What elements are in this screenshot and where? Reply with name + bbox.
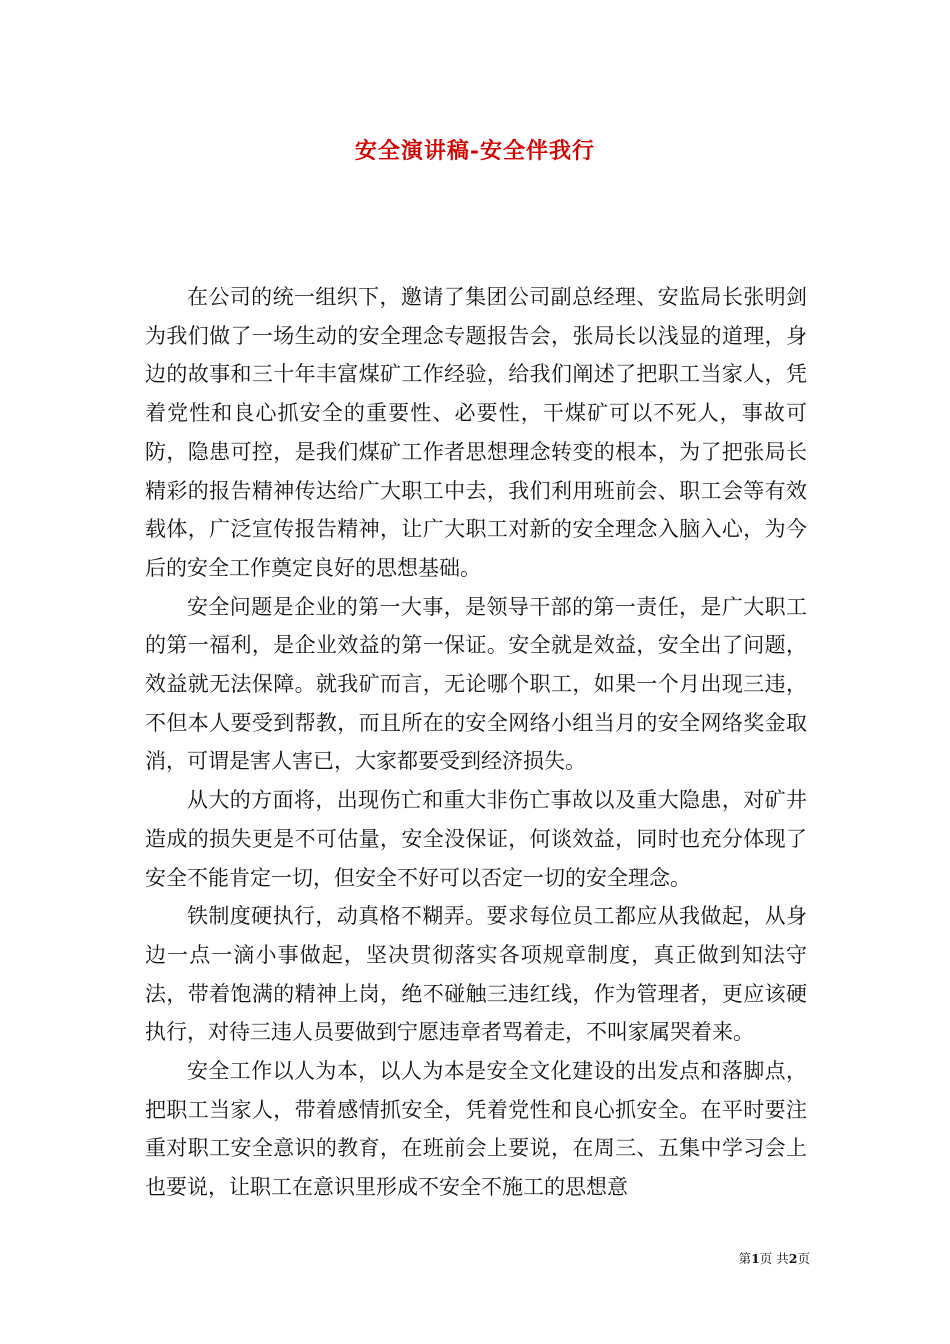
footer-total-pages: 2: [788, 1251, 798, 1266]
paragraph-3: 从大的方面将，出现伤亡和重大非伤亡事故以及重大隐患，对矿井造成的损失更是不可估量，安全没保证，何谈效益，同时也充分体现了安全不能肯定一切，但安全不好可以否定一切的安全理念。: [145, 788, 807, 890]
paragraph-2: 安全问题是企业的第一大事，是领导干部的第一责任，是广大职工的第一福利，是企业效益的第一保证。安全就是效益，安全出了问题，效益就无法保障。就我矿而言，无论哪个职工，如果一个月出现三违，不但本人要受到帮教，而且所在的安全网络小组当月的安全网络奖金取消，可谓是害人害已，大家都要受到经济损失。: [145, 594, 807, 774]
document-body: [145, 278, 807, 1207]
paragraph-5: 安全工作以人为本，以人为本是安全文化建设的出发点和落脚点，把职工当家人，带着感情抓安全，凭着党性和良心抓安全。在平时要注重对职工安全意识的教育，在班前会上要说，在周三、五集中学习会上也要说，让职工在意识里形成不安全不施工的思想意: [145, 1059, 807, 1200]
document-title: 安全演讲稿-安全伴我行: [354, 138, 596, 164]
footer-middle: 页 共: [759, 1251, 789, 1266]
paragraph-4: 铁制度硬执行，动真格不糊弄。要求每位员工都应从我做起，从身边一点一滴小事做起，坚决贯彻落实各项规章制度，真正做到知法守法，带着饱满的精神上岗，绝不碰触三违红线，作为管理者，更应该硬执行，对待三违人员要做到宁愿违章者骂着走，不叫家属哭着来。: [145, 904, 807, 1045]
footer-current-page: 1: [751, 1251, 760, 1266]
page-number-footer: [690, 1249, 810, 1267]
footer-suffix: 页: [797, 1251, 810, 1266]
paragraph-1: 在公司的统一组织下，邀请了集团公司副总经理、安监局长张明剑为我们做了一场生动的安全理念专题报告会，张局长以浅显的道理，身边的故事和三十年丰富煤矿工作经验，给我们阐述了把职工当家人，凭着党性和良心抓安全的重要性、必要性，干煤矿可以不死人，事故可防，隐患可控，是我们煤矿工作者思想理念转变的根本，为了把张局长精彩的报告精神传达给广大职工中去，我们利用班前会、职工会等有效载体，广泛宣传报告精神，让广大职工对新的安全理念入脑入心，为今后的安全工作奠定良好的思想基础。: [145, 285, 807, 580]
footer-prefix: 第: [738, 1251, 752, 1266]
